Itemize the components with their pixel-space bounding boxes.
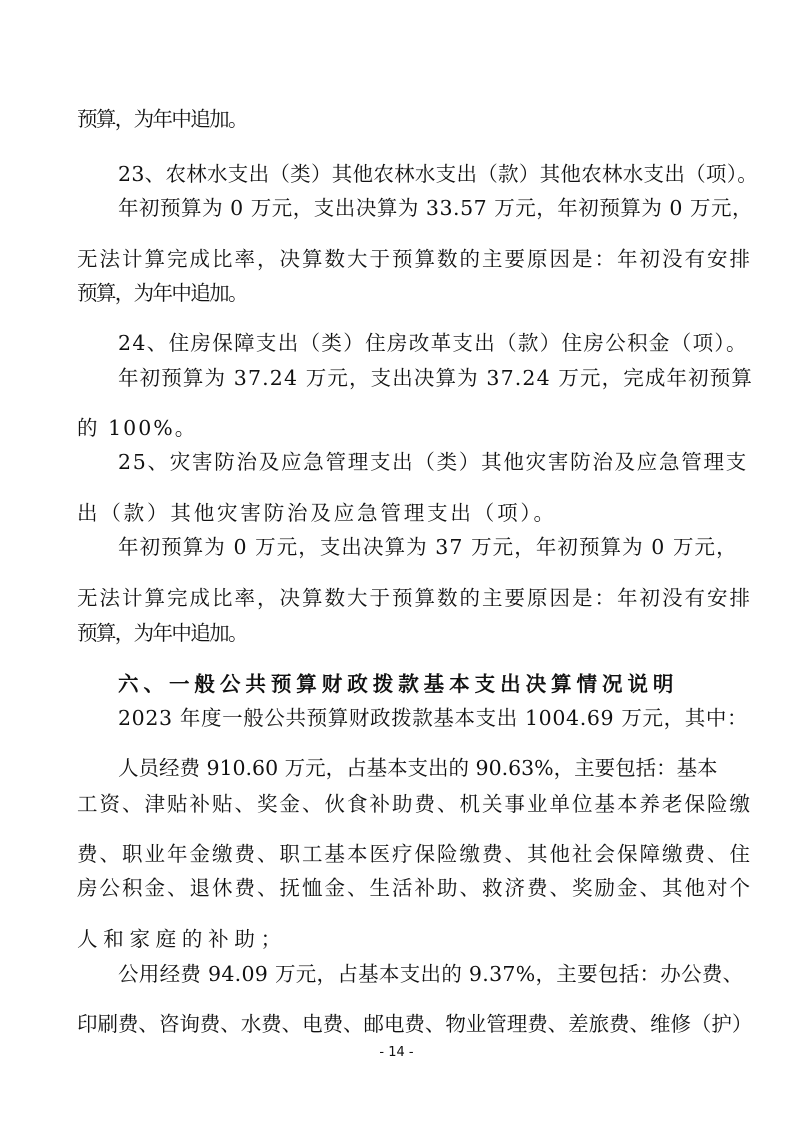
text-line: 24、住房保障支出（类）住房改革支出（款）住房公积金（项）。 (118, 331, 748, 355)
text-line: 公用经费 94.09 万元，占基本支出的 9.37%，主要包括：办公费、 (118, 962, 744, 986)
text-line: 年初预算为 0 万元，支出决算为 33.57 万元，年初预算为 0 万元， (118, 196, 754, 220)
page-number: - 14 - (379, 1045, 414, 1060)
section-heading: 六、一般公共预算财政拨款基本支出决算情况说明 (118, 672, 679, 696)
text-line: 房公积金、退休费、抚恤金、生活补助、救济费、奖励金、其他对个 (77, 876, 752, 900)
text-line: 25、灾害防治及应急管理支出（类）其他灾害防治及应急管理支 (118, 450, 748, 474)
text-line: 预算，为年中追加。 (77, 107, 247, 131)
text-line: 23、农林水支出（类）其他农林水支出（款）其他农林水支出（项）。 (118, 162, 759, 186)
text-line: 年初预算为 0 万元，支出决算为 37 万元，年初预算为 0 万元， (118, 535, 738, 559)
text-line: 年初预算为 37.24 万元，支出决算为 37.24 万元，完成年初预算 (118, 366, 754, 390)
text-line: 的 100%。 (77, 416, 198, 440)
text-line: 2023 年度一般公共预算财政拨款基本支出 1004.69 万元，其中： (118, 706, 749, 730)
text-line: 人和家庭的补助； (77, 927, 287, 951)
text-line: 预算，为年中追加。 (77, 621, 247, 645)
text-line: 出（款）其他灾害防治及应急管理支出（项）。 (77, 501, 557, 525)
text-line: 印刷费、咨询费、水费、电费、邮电费、物业管理费、差旅费、维修（护） (77, 1012, 753, 1036)
text-line: 工资、津贴补贴、奖金、伙食补助费、机关事业单位基本养老保险缴 (77, 792, 752, 816)
text-line: 预算，为年中追加。 (77, 281, 247, 305)
text-line: 费、职业年金缴费、职工基本医疗保险缴费、其他社会保障缴费、住 (77, 842, 752, 866)
text-line: 无法计算完成比率，决算数大于预算数的主要原因是：年初没有安排 (77, 247, 752, 271)
text-line: 无法计算完成比率，决算数大于预算数的主要原因是：年初没有安排 (77, 586, 752, 610)
text-line: 人员经费 910.60 万元，占基本支出的 90.63%，主要包括：基本 (118, 756, 718, 780)
